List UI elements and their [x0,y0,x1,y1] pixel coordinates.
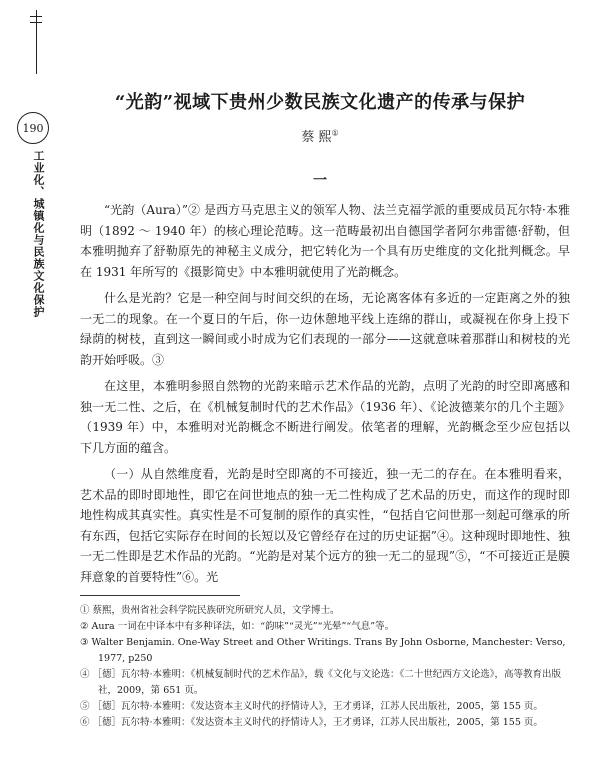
footnote: ⑥ ［德］瓦尔特·本雅明：《发达资本主义时代的抒情诗人》，王才勇译，江苏人民出版社，2005，第 155 页。 [80,717,543,728]
margin-tick [30,16,42,17]
author-note-mark: ① [331,128,339,138]
footnote: ② Aura 一词在中译本中有多种译法，如：“韵味”“灵光”“光晕”“气息”等。 [80,621,395,632]
section-heading: 一 [313,173,327,189]
paragraph: “光韵（Aura）”② 是西方马克思主义的领军人物、法兰克福学派的重要成员瓦尔特·本雅明（1892 ～ 1940 年）的核心理论范畴。这一范畴最初出自德国学者阿尔弗雷德·舒勒，但本雅明抛弃了舒勒原先的神秘主义成分，把它转化为一个具有历史维度的文化批判概念。早在 1931 年所写的《摄影简史》中本雅明就使用了光韵概念。 [80,203,570,279]
page-number: 190 [17,112,49,144]
running-head: 工业化、城镇化与民族文化保护 [32,150,45,318]
margin-tick [30,22,42,23]
author-line [80,126,560,145]
paragraph: 在这里，本雅明参照自然物的光韵来暗示艺术作品的光韵，点明了光韵的时空即离感和独一无二性、之后，在《机械复制时代的艺术作品》（1936 年）、《论波德莱尔的几个主题》（1939 年）中，本雅明对光韵概念不断进行阐发。依笔者的理解，光韵概念至少应包括以下几方面的蕴含。 [80,379,570,455]
footnote: ④ ［德］瓦尔特·本雅明：《机械复制时代的艺术作品》，载《文化与文论选：《二十世纪西方文论选》，高等教育出版社，2009，第 651 页。 [80,669,562,696]
footnote-rule [80,595,240,596]
footnotes [80,603,570,731]
paragraph: 什么是光韵？它是一种空间与时间交织的在场，无论离客体有多近的一定距离之外的独一无二的现象。在一个夏日的午后，你一边休憩地平线上连绵的群山，或凝视在你身上投下绿荫的树枝，直到这一瞬间或小时成为它们表现的一部分——这就意味着那群山和树枝的光韵开始呼吸。③ [80,291,570,367]
article-body [80,200,570,593]
footnote: ⑤ ［德］瓦尔特·本雅明：《发达资本主义时代的抒情诗人》，王才勇译，江苏人民出版社，2005，第 155 页。 [80,701,543,712]
footnote: ① 蔡熙，贵州省社会科学院民族研究所研究人员，文学博士。 [80,605,340,616]
footnote: ③ Walter Benjamin. One-Way Street and Other Writings. Trans By John Osborne, Manchester: Verso, 1977, p250 [80,637,566,664]
margin-rule [36,10,37,74]
author-name: 蔡 熙 [301,130,332,145]
article-title: “光韵”视域下贵州少数民族文化遗产的传承与保护 [114,92,526,113]
paragraph: （一）从自然维度看，光韵是时空即离的不可接近，独一无二的存在。在本雅明看来，艺术品的即时即地性，即它在问世地点的独一无二性构成了艺术品的历史，而这作的现时即地性构成其真实性。真实性是不可复制的原作的真实性，“包括自它问世那一刻起可继承的所有东西，包括它实际存在时间的长短以及它曾经存在过的历史证据”④。这种现时即地性、独一无二性即是艺术作品的光韵。“光韵是对某个远方的独一无二的显现”⑤，“不可接近正是膜拜意象的首要特性”⑥。光 [80,467,570,584]
